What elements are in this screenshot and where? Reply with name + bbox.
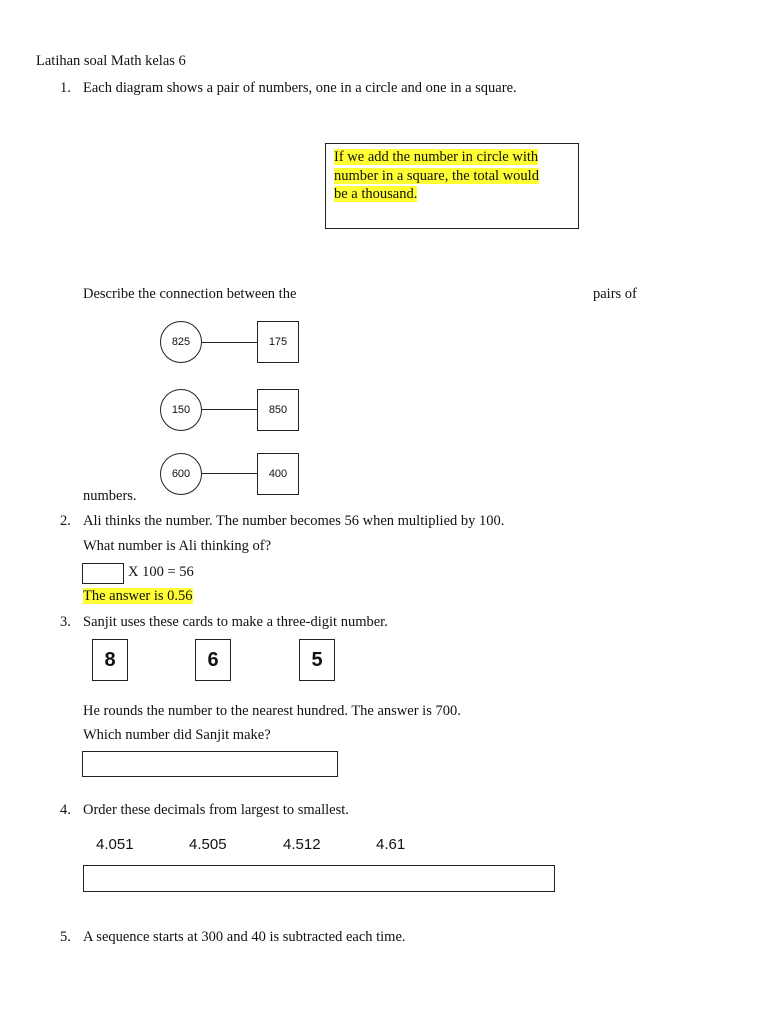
pair-circle: 825 bbox=[160, 321, 202, 363]
pair-circle: 150 bbox=[160, 389, 202, 431]
q2-equation: X 100 = 56 bbox=[128, 564, 194, 580]
q3-question: Which number did Sanjit make? bbox=[83, 727, 271, 743]
pair-square: 850 bbox=[257, 389, 299, 431]
q1-note-line2: number in a square, the total would bbox=[334, 167, 539, 184]
q1-note-box bbox=[325, 143, 579, 229]
digit-card: 5 bbox=[299, 639, 335, 681]
q4-text: Order these decimals from largest to smallest. bbox=[83, 802, 349, 818]
decimal-value: 4.512 bbox=[283, 836, 321, 853]
digit-card: 6 bbox=[195, 639, 231, 681]
pair-connector bbox=[202, 409, 258, 410]
q4-answer-box[interactable] bbox=[83, 865, 555, 892]
q2-text: Ali thinks the number. The number becomes 56 when multiplied by 100. bbox=[83, 513, 505, 529]
pair-circle: 600 bbox=[160, 453, 202, 495]
q2-answer-text: The answer is 0.56 bbox=[83, 588, 193, 604]
q4-number: 4. bbox=[60, 802, 71, 818]
q5-number: 5. bbox=[60, 929, 71, 945]
pair-connector bbox=[202, 342, 258, 343]
decimal-value: 4.051 bbox=[96, 836, 134, 853]
decimal-value: 4.61 bbox=[376, 836, 406, 853]
decimal-value: 4.505 bbox=[189, 836, 227, 853]
q2-question: What number is Ali thinking of? bbox=[83, 538, 272, 554]
q3-text: Sanjit uses these cards to make a three-digit number. bbox=[83, 614, 388, 630]
q1-note-line3: be a thousand. bbox=[334, 186, 418, 202]
pair-square: 400 bbox=[257, 453, 299, 495]
q1-describe-left: Describe the connection between the bbox=[83, 286, 297, 302]
q1-describe-end: numbers. bbox=[83, 488, 137, 504]
worksheet-title: Latihan soal Math kelas 6 bbox=[36, 53, 186, 69]
pair-square: 175 bbox=[257, 321, 299, 363]
q3-text2: He rounds the number to the nearest hundred. The answer is 700. bbox=[83, 703, 461, 719]
q2-answer-blank[interactable] bbox=[82, 563, 124, 584]
q2-number: 2. bbox=[60, 513, 71, 529]
q1-note-line1: If we add the number in circle with bbox=[334, 149, 539, 165]
q2-answer bbox=[83, 588, 193, 605]
pair-connector bbox=[202, 473, 258, 474]
q5-text: A sequence starts at 300 and 40 is subtracted each time. bbox=[83, 929, 406, 945]
q1-note-text bbox=[334, 148, 564, 204]
q1-number: 1. bbox=[60, 80, 71, 96]
q1-describe-right: pairs of bbox=[593, 286, 637, 302]
digit-card: 8 bbox=[92, 639, 128, 681]
q1-text: Each diagram shows a pair of numbers, one in a circle and one in a square. bbox=[83, 80, 517, 96]
q3-answer-box[interactable] bbox=[82, 751, 338, 777]
q3-number: 3. bbox=[60, 614, 71, 630]
